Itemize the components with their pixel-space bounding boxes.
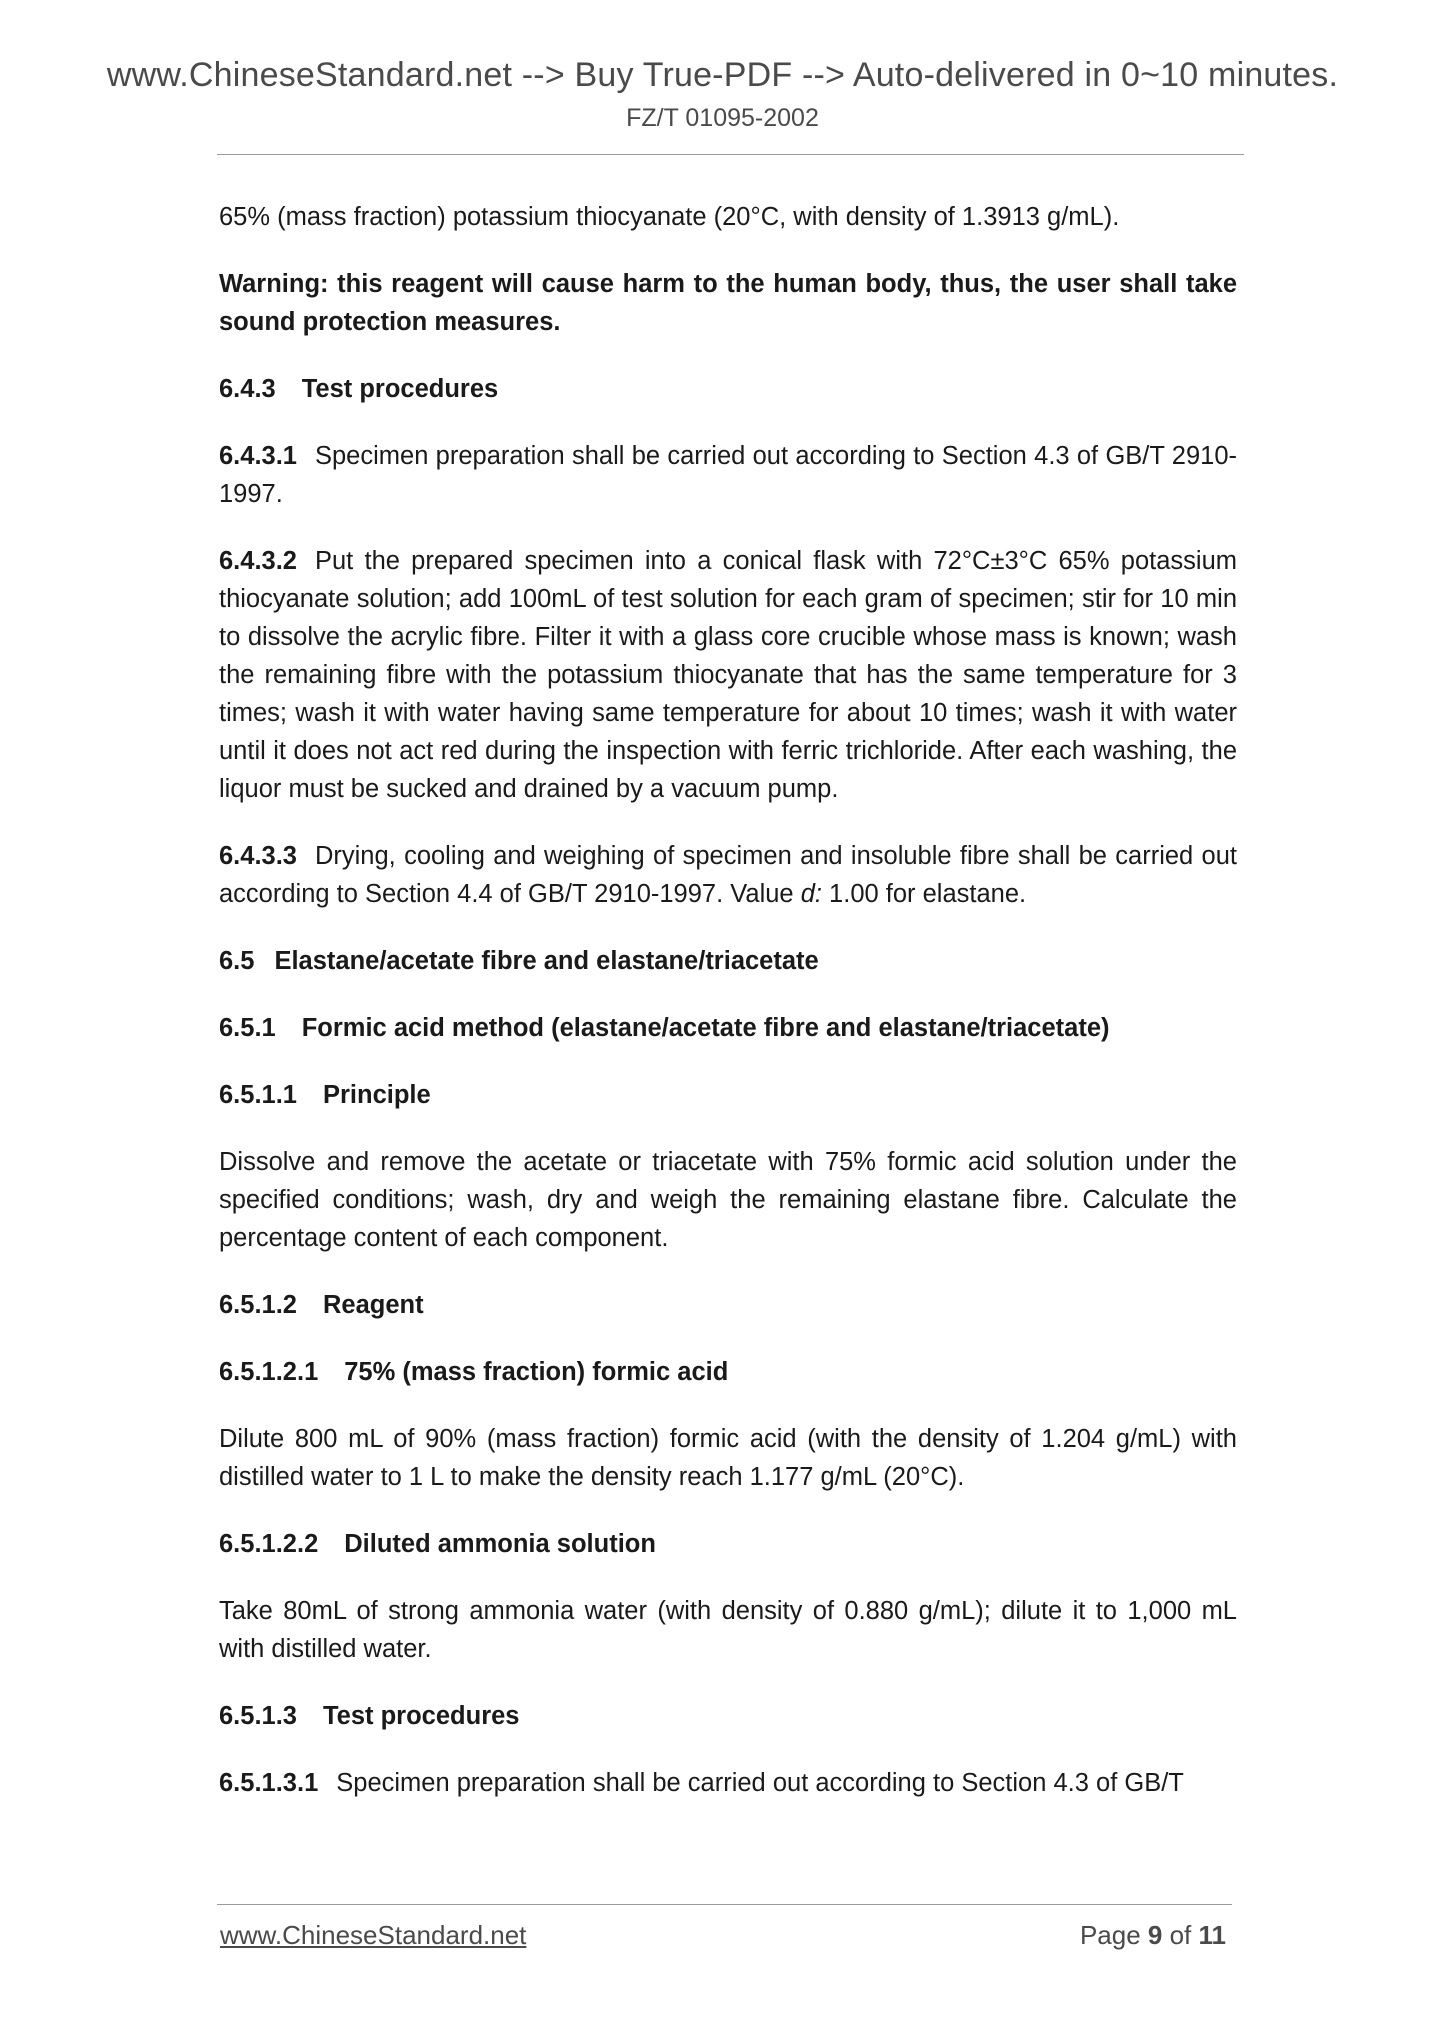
- clause-number: 6.4.3.2: [219, 547, 297, 575]
- clause-6-5-1-3-1: [219, 1764, 1237, 1802]
- heading-6-4-3: [219, 370, 1237, 408]
- footer-divider: [217, 1904, 1232, 1905]
- header-divider: [217, 154, 1244, 155]
- current-page: 9: [1147, 1920, 1163, 1950]
- warning-paragraph: Warning: this reagent will cause harm to the human body, thus, the user shall take sound protection measures.: [219, 270, 1237, 336]
- heading-6-5-1-3: [219, 1697, 1237, 1735]
- section-number: 6.5.1.2.2: [219, 1530, 319, 1558]
- section-number: 6.5.1.1: [219, 1081, 297, 1109]
- heading-6-5-1-1: [219, 1076, 1237, 1114]
- clause-number: 6.4.3.3: [219, 842, 297, 870]
- page-indicator: [1080, 1920, 1226, 1951]
- section-title: Test procedures: [301, 375, 499, 403]
- heading-6-5-1-2-2: [219, 1525, 1237, 1563]
- clause-text: Specimen preparation shall be carried out according to Section 4.3 of GB/T 2910-1997.: [219, 442, 1237, 508]
- heading-6-5: [219, 942, 1237, 980]
- clause-6-4-3-1: [219, 437, 1237, 513]
- heading-6-5-1: [219, 1009, 1237, 1047]
- ammonia-paragraph: Take 80mL of strong ammonia water (with density of 0.880 g/mL); dilute it to 1,000 mL with distilled water.: [219, 1597, 1237, 1663]
- document-number: FZ/T 01095-2002: [626, 104, 819, 132]
- clause-number: 6.4.3.1: [219, 442, 297, 470]
- section-title: Reagent: [322, 1291, 424, 1319]
- clause-text: Drying, cooling and weighing of specimen and insoluble fibre shall be carried out according to Section 4.4 of GB/T 2910-1997. Value: [219, 842, 1237, 908]
- principle-paragraph: Dissolve and remove the acetate or triacetate with 75% formic acid solution under the specified conditions; wash, dry and weigh the remaining elastane fibre. Calculate the percentage content of each component.: [219, 1148, 1237, 1252]
- section-title: Formic acid method (elastane/acetate fibre and elastane/triacetate): [301, 1014, 1110, 1042]
- section-title: Principle: [322, 1081, 431, 1109]
- clause-number: 6.5.1.3.1: [219, 1769, 319, 1797]
- formic-acid-paragraph: Dilute 800 mL of 90% (mass fraction) formic acid (with the density of 1.204 g/mL) with distilled water to 1 L to make the density reach 1.177 g/mL (20°C).: [219, 1425, 1237, 1491]
- header-banner: www.ChineseStandard.net --> Buy True-PDF --> Auto-delivered in 0~10 minutes.: [106, 56, 1339, 94]
- section-number: 6.5: [219, 947, 255, 975]
- clause-text: Put the prepared specimen into a conical flask with 72°C±3°C 65% potassium thiocyanate solution; add 100mL of test solution for each gram of specimen; stir for 10 min to dissolve the acrylic fibre. Filter it with a glass core crucible whose mass is known; wash the remaining fibre with the potassium thiocyanate that has the same temperature for 3 times; wash it with water having same temperature for about 10 times; wash it with water until it does not act red during the inspection with ferric trichloride. After each washing, the liquor must be sucked and drained by a vacuum pump.: [219, 547, 1237, 803]
- section-title: 75% (mass fraction) formic acid: [344, 1358, 729, 1386]
- section-number: 6.5.1: [219, 1014, 276, 1042]
- clause-text-end: 1.00 for elastane.: [821, 880, 1027, 908]
- section-number: 6.5.1.2: [219, 1291, 297, 1319]
- footer-website-link[interactable]: www.ChineseStandard.net: [220, 1920, 527, 1950]
- clause-6-4-3-2: [219, 542, 1237, 808]
- document-body: [219, 198, 1237, 1831]
- section-title: Elastane/acetate fibre and elastane/triacetate: [274, 947, 819, 975]
- heading-6-5-1-2: [219, 1286, 1237, 1324]
- heading-6-5-1-2-1: [219, 1353, 1237, 1391]
- section-number: 6.5.1.2.1: [219, 1358, 319, 1386]
- total-pages: 11: [1198, 1920, 1226, 1950]
- clause-text: Specimen preparation shall be carried out according to Section 4.3 of GB/T: [336, 1769, 1184, 1797]
- section-number: 6.4.3: [219, 375, 276, 403]
- section-title: Diluted ammonia solution: [344, 1530, 656, 1558]
- page-prefix: Page: [1079, 1920, 1148, 1950]
- page-of: of: [1162, 1920, 1199, 1950]
- value-symbol: d:: [800, 880, 822, 908]
- section-number: 6.5.1.3: [219, 1702, 297, 1730]
- clause-6-4-3-3: [219, 837, 1237, 913]
- section-title: Test procedures: [322, 1702, 520, 1730]
- paragraph-reagent-concentration: 65% (mass fraction) potassium thiocyanate (20°C, with density of 1.3913 g/mL).: [219, 203, 1120, 231]
